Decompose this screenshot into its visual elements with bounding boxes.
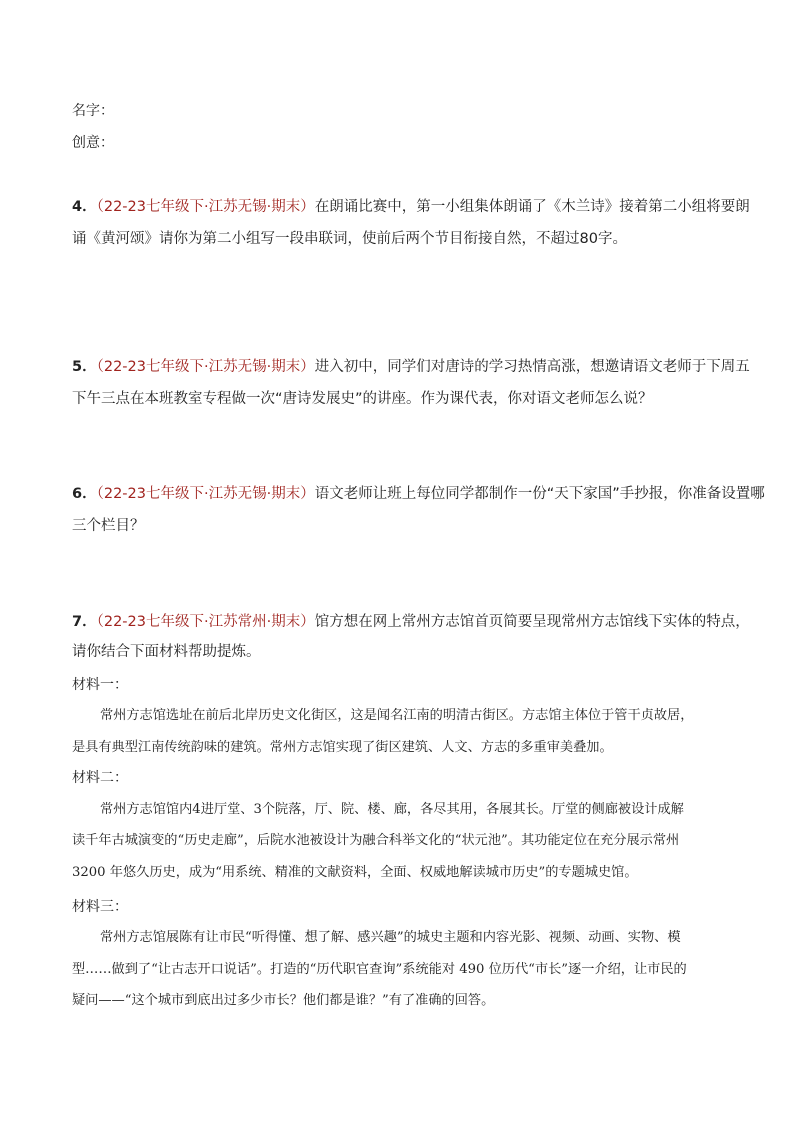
question-number: 7． xyxy=(72,614,97,630)
material-1-line-1: 常州方志馆选址在前后北岸历史文化街区，这是闻名江南的明清古街区。方志馆主体位于管干贞故居， xyxy=(100,708,694,723)
question-number: 5． xyxy=(72,359,97,375)
question-source: （22-23七年级下·江苏无锡·期末） xyxy=(96,359,315,375)
idea-field-label: 创意： xyxy=(72,135,114,151)
question-text: 馆方想在网上常州方志馆首页简要呈现常州方志馆线下实体的特点， xyxy=(314,614,750,630)
material-2-line-1: 常州方志馆馆内4进厅堂、3个院落，厅、院、楼、廊，各尽其用，各展其长。厅堂的侧廊被设计成解 xyxy=(100,802,684,817)
question-number: 4． xyxy=(72,199,97,215)
question-6-line-2: 三个栏目？ xyxy=(72,518,145,534)
material-3-line-1: 常州方志馆展陈有让市民“听得懂、想了解、感兴趣”的城史主题和内容光影、视频、动画、实物、模 xyxy=(100,930,681,945)
question-5-line-2: 下午三点在本班教室专程做一次“唐诗发展史”的讲座。作为课代表，你对语文老师怎么说？ xyxy=(72,391,653,407)
question-5 xyxy=(72,357,750,377)
question-6 xyxy=(72,484,765,504)
question-4-line-2: 诵《黄河颂》请你为第二小组写一段串联词，使前后两个节目衔接自然，不超过80字。 xyxy=(72,231,627,247)
question-text: 在朗诵比赛中，第一小组集体朗诵了《木兰诗》接着第二小组将要朗 xyxy=(314,199,750,215)
question-number: 6． xyxy=(72,486,97,502)
question-7 xyxy=(72,612,750,632)
material-3-line-3: 疑问——“这个城市到底出过多少市长？他们都是谁？”有了准确的回答。 xyxy=(72,993,495,1008)
question-text: 进入初中，同学们对唐诗的学习热情高涨，想邀请语文老师于下周五 xyxy=(314,359,750,375)
material-1-line-2: 是具有典型江南传统韵味的建筑。常州方志馆实现了街区建筑、人文、方志的多重审美叠加。 xyxy=(72,740,613,755)
material-1-label: 材料一： xyxy=(72,677,128,693)
question-source: （22-23七年级下·江苏无锡·期末） xyxy=(96,486,315,502)
material-2-line-3: 3200 年悠久历史，成为“用系统、精准的文献资料，全面、权威地解读城市历史”的专题城史馆。 xyxy=(72,865,638,880)
question-source: （22-23七年级下·江苏无锡·期末） xyxy=(96,199,315,215)
question-source: （22-23七年级下·江苏常州·期末） xyxy=(96,614,315,630)
question-7-line-2: 请你结合下面材料帮助提炼。 xyxy=(72,644,261,660)
material-3-line-2: 型……做到了“让古志开口说话”。打造的“历代职官查询”系统能对 490 位历代“市长”逐一介绍，让市民的 xyxy=(72,962,687,977)
material-2-label: 材料二： xyxy=(72,770,128,786)
material-3-label: 材料三： xyxy=(72,899,128,915)
name-field-label: 名字： xyxy=(72,103,114,119)
question-4 xyxy=(72,197,750,217)
question-text: 语文老师让班上每位同学都制作一份“天下家国”手抄报，你准备设置哪 xyxy=(314,486,765,502)
material-2-line-2: 读千年古城演变的“历史走廊”，后院水池被设计为融合科举文化的“状元池”。其功能定位在充分展示常州 xyxy=(72,833,680,848)
